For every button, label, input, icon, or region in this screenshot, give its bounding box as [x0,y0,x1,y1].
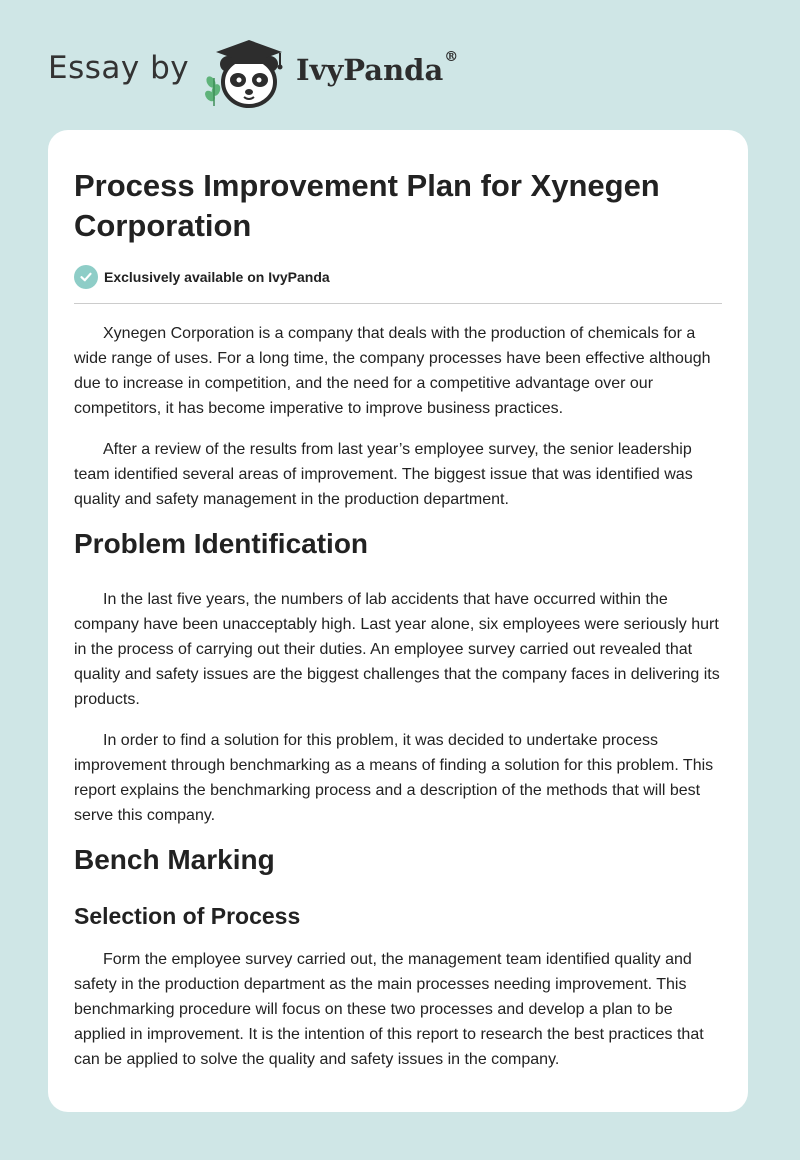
essay-body [74,321,724,1088]
subsection-heading-selection: Selection of Process [74,903,301,929]
brand-name: IvyPanda [296,53,444,87]
paragraph: After a review of the results from last year’s employee survey, the senior leadership team identified several areas of improvement. The biggest issue that was identified was quality and safety management in the production department. [74,441,693,508]
site-header [0,0,800,130]
exclusive-label: Exclusively available on IvyPanda [104,269,330,285]
paragraph: In order to find a solution for this problem, it was decided to undertake process improvement through benchmarking as a means of finding a solution for this problem. This report explains the benchmarking process and a description of the methods that will best serve this company. [74,732,714,824]
section-heading-bench: Bench Marking [74,844,275,875]
essay-card [48,130,748,1112]
essay-by-label: Essay by [48,50,190,86]
leaf-icon [203,75,222,106]
essay-title: Process Improvement Plan for Xynegen Corporation [74,168,660,243]
registered-mark: ® [444,49,459,65]
paragraph: Xynegen Corporation is a company that deals with the production of chemicals for a wide range of uses. For a long time, the company processes have been effective although due to increase in competition, and the need for a competitive advantage over our competitors, it has become imperative to improve business practices. [74,325,711,417]
paragraph: In the last five years, the numbers of lab accidents that have occurred within the company have been unacceptably high. Last year alone, six employees were seriously hurt in the process of carrying out their duties. An employee survey carried out revealed that quality and safety issues are the biggest challenges that the company faces in delivering its products. [74,591,720,708]
panda-graduate-icon [202,34,292,114]
exclusive-badge [74,264,330,290]
check-icon [74,265,98,289]
divider [74,303,722,304]
paragraph: Form the employee survey carried out, the management team identified quality and safety in the production department as the main processes needing improvement. This benchmarking procedure will focus on these two processes and develop a plan to be applied in improvement. It is the intention of this report to research the best practices that can be applied to solve the quality and safety issues in the company. [74,951,704,1068]
brand-logo-text[interactable] [296,49,459,87]
section-heading-problem: Problem Identification [74,528,369,559]
